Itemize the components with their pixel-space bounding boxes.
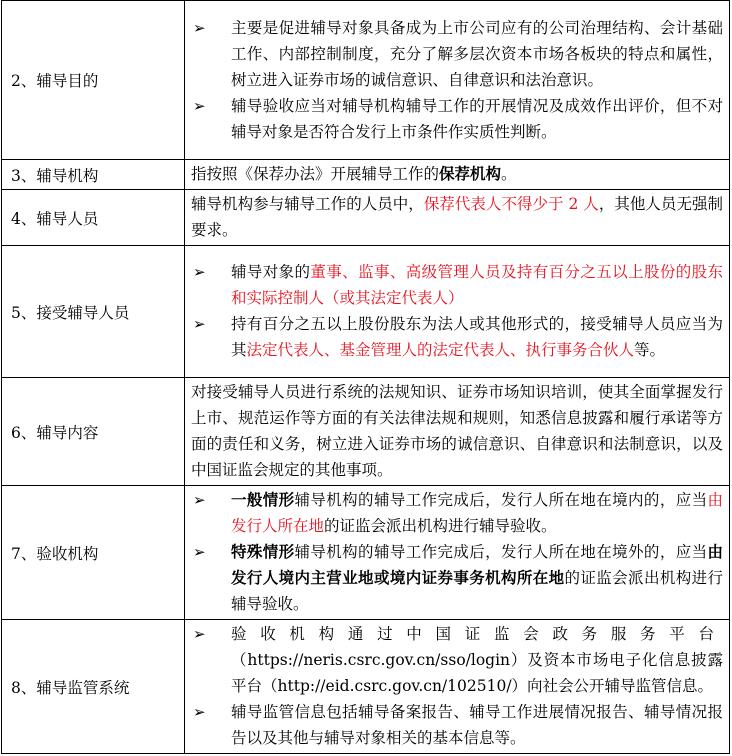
row-label-recipients: 5、接受辅导人员 [2,246,185,378]
bullet-item [191,93,723,145]
highlight-text: 保荐代表人不得少于 2 人 [423,195,599,213]
bullet-item [191,487,723,539]
bullet-text: 辅导验收应当对辅导机构辅导工作的开展情况及成效作出评价，但不对辅导对象是否符合发行上市条件作实质性判断。 [231,96,723,141]
bullet-item [191,15,723,93]
bold-text: 特殊情形 [231,542,295,561]
row-content-personnel [185,190,730,246]
row-content-recipients [185,246,730,378]
table-row-purpose [2,1,730,160]
row-label-system: 8、辅导监管系统 [2,620,185,754]
row-label-content: 6、辅导内容 [2,378,185,486]
text-segment: 等。 [634,341,666,359]
table-row-institution [2,160,730,190]
table-row-content [2,378,730,486]
bullet-text: 辅导监管信息包括辅导备案报告、辅导工作进展情况报告、辅导情况报告以及其他与辅导对象相关的基本信息等。 [231,703,723,747]
bullet-text: 主要是促进辅导对象具备成为上市公司应有的公司治理结构、会计基础工作、内部控制制度，充分了解多层次资本市场各板块的特点和属性，树立进入证券市场的诚信意识、自律意识和法治意识。 [231,18,723,89]
row-content-purpose [185,1,730,160]
arrow-bullet-icon: ➢ [193,263,206,281]
counseling-rules-table [1,0,730,754]
arrow-bullet-icon: ➢ [193,96,206,115]
row-label-institution: 3、辅导机构 [2,160,185,190]
row-label-acceptance: 7、验收机构 [2,486,185,620]
bold-text: 一般情形 [231,490,295,509]
table-row-system [2,620,730,754]
table-row-personnel [2,190,730,246]
arrow-bullet-icon: ➢ [193,703,206,721]
text-segment: 持有百分之五以上股份股东为法人或其他形式的，接受辅导人员应当为其 [231,315,723,359]
text-segment: 指按照《保荐办法》开展辅导工作的 [191,165,440,183]
arrow-bullet-icon: ➢ [193,491,206,509]
highlight-text: 法定代表人、基金管理人的法定代表人、执行事务合伙人 [246,341,635,359]
bullet-item [191,311,723,363]
bullet-item [191,699,723,751]
row-content-system [185,620,730,754]
row-content-content [185,378,730,486]
arrow-bullet-icon: ➢ [193,625,206,643]
text-segment: 的证监会派出机构进行辅导验收。 [324,517,557,535]
row-label-personnel: 4、辅导人员 [2,190,185,246]
highlight-text: 由发行人所在地 [231,491,723,535]
arrow-bullet-icon: ➢ [193,543,206,561]
text-segment: 辅导对象的 [231,263,311,281]
text-segment: 辅导机构的辅导工作完成后，发行人所在地在境内的，应当 [294,491,708,509]
bullet-item [191,259,723,311]
paragraph-text: 对接受辅导人员进行系统的法规知识、证券市场知识培训，使其全面掌握发行上市、规范运作等方面的有关法律法规和规则，知悉信息披露和履行承诺等方面的责任和义务，树立进入证券市场的诚信意识、自律意识和法制意识，以及中国证监会规定的其他事项。 [191,383,723,479]
row-content-acceptance [185,486,730,620]
row-content-institution [185,160,730,190]
bold-text: 保荐机构 [439,164,502,183]
text-segment: 辅导机构参与辅导工作的人员中， [191,195,424,213]
arrow-bullet-icon: ➢ [193,315,206,333]
highlight-text: 董事、监事、高级管理人员及持有百分之五以上股份的股东和实际控制人（或其法定代表人） [231,263,723,307]
row-label-purpose: 2、辅导目的 [2,1,185,160]
bullet-item [191,539,723,617]
table-row-recipients [2,246,730,378]
bullet-item [191,621,723,699]
text-segment: （https://neris.csrc.gov.cn/sso/login）及资本市场电子化信息披露平台（http://eid.csrc.gov.cn/102510/）向社会公开辅导监管信息。 [231,651,723,695]
table-row-acceptance [2,486,730,620]
text-segment: 辅导机构的辅导工作完成后，发行人所在地在境外的，应当 [294,543,708,561]
text-segment: 验收机构通过中国证监会政务服务平台 [231,625,723,643]
text-segment: 的证监会派出机构进行辅导验收。 [231,569,723,613]
text-segment: ，其他人员无强制要求。 [191,195,723,239]
text-segment: 。 [501,165,517,183]
arrow-bullet-icon: ➢ [193,18,206,37]
bold-text: 由发行人境内主营业地或境内证券事务机构所在地 [231,542,723,587]
